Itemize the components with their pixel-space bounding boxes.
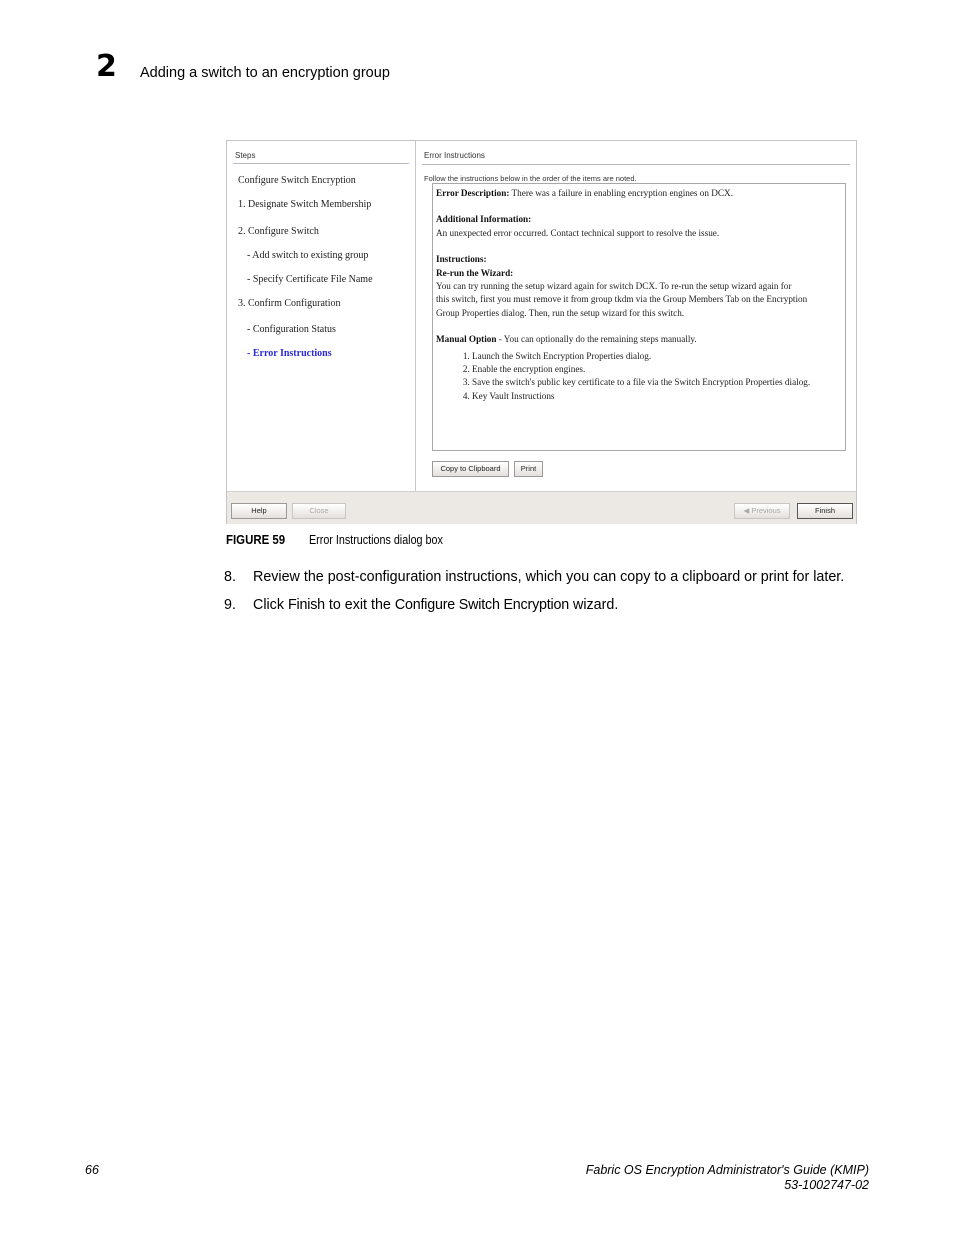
- instructions-label: Instructions:: [436, 254, 487, 265]
- instructions-panel: [416, 141, 856, 491]
- manual-steps-list: [436, 350, 842, 404]
- close-button[interactable]: Close: [292, 503, 346, 519]
- step-number: 8.: [224, 569, 236, 585]
- additional-info-text: An unexpected error occurred. Contact technical support to resolve the issue.: [436, 227, 720, 238]
- additional-info-label: Additional Information:: [436, 214, 532, 225]
- step-designate-switch-membership: 1. Designate Switch Membership: [238, 199, 372, 210]
- previous-label: Previous: [751, 506, 781, 515]
- step-configuration-status: - Configuration Status: [247, 324, 336, 335]
- manual-option-label: Manual Option: [436, 334, 497, 345]
- print-button[interactable]: Print: [514, 461, 543, 477]
- figure-caption: Error Instructions dialog box: [309, 533, 443, 547]
- rerun-line: Group Properties dialog. Then, run the setup wizard for this switch.: [436, 307, 685, 318]
- step-number: 9.: [224, 597, 236, 613]
- error-instructions-dialog: [226, 140, 857, 524]
- step-confirm-configuration: 3. Confirm Configuration: [238, 298, 341, 309]
- copy-to-clipboard-button[interactable]: Copy to Clipboard: [432, 461, 509, 477]
- step-configure-switch-encryption: Configure Switch Encryption: [238, 175, 356, 186]
- footer-doc-info: [586, 1163, 869, 1193]
- error-description-text: There was a failure in enabling encryption engines on DCX.: [509, 188, 733, 198]
- dialog-button-bar: [227, 491, 856, 524]
- steps-panel: [227, 141, 416, 491]
- chapter-number: 2: [96, 49, 117, 84]
- error-description: [436, 187, 842, 200]
- error-description-label: Error Description:: [436, 188, 510, 198]
- wizard-reference: Configure Switch Encryption: [394, 597, 570, 613]
- main-heading-rule: [422, 164, 850, 165]
- manual-option-text: - You can optionally do the remaining steps manually.: [496, 334, 697, 345]
- step-specify-certificate: - Specify Certificate File Name: [247, 274, 373, 285]
- help-button[interactable]: Help: [231, 503, 287, 519]
- step-configure-switch: 2. Configure Switch: [238, 226, 319, 237]
- rerun-wizard-label: Re-run the Wizard:: [436, 267, 514, 278]
- previous-button[interactable]: [734, 503, 790, 519]
- main-heading: Error Instructions: [424, 151, 485, 160]
- page-number: 66: [85, 1163, 99, 1177]
- step-error-instructions: - Error Instructions: [247, 348, 332, 359]
- manual-step: 1. Launch the Switch Encryption Properties dialog.: [472, 350, 842, 363]
- step-text: Review the post-configuration instructions, which you can copy to a clipboard or print for later.: [253, 569, 845, 585]
- instruction-note: Follow the instructions below in the order of the items are noted.: [424, 174, 637, 183]
- doc-title: Fabric OS Encryption Administrator's Guide (KMIP): [585, 1163, 869, 1177]
- steps-heading-rule: [233, 163, 409, 164]
- doc-number: 53-1002747-02: [784, 1178, 869, 1192]
- rerun-line: You can try running the setup wizard again for switch DCX. To re-run the setup wizard again for: [436, 281, 792, 292]
- instructions-text-area[interactable]: [432, 183, 846, 451]
- step-add-switch-to-group: - Add switch to existing group: [247, 250, 369, 261]
- finish-reference: Finish: [287, 597, 325, 613]
- steps-heading: Steps: [235, 151, 256, 160]
- rerun-line: this switch, first you must remove it from group tkdm via the Group Members Tab on the Encryption: [436, 294, 808, 305]
- step-text: Click Finish to exit the Configure Switch Encryption wizard.: [253, 597, 619, 613]
- manual-step: 2. Enable the encryption engines.: [472, 363, 842, 376]
- chapter-title: Adding a switch to an encryption group: [140, 65, 390, 81]
- figure-label: FIGURE 59: [226, 532, 286, 547]
- manual-step: 3. Save the switch's public key certificate to a file via the Switch Encryption Properties dialog.: [472, 376, 842, 389]
- previous-arrow-icon: ◀: [743, 506, 752, 515]
- manual-step: 4. Key Vault Instructions: [472, 390, 842, 403]
- finish-button[interactable]: Finish: [797, 503, 853, 519]
- manual-option: [436, 333, 842, 346]
